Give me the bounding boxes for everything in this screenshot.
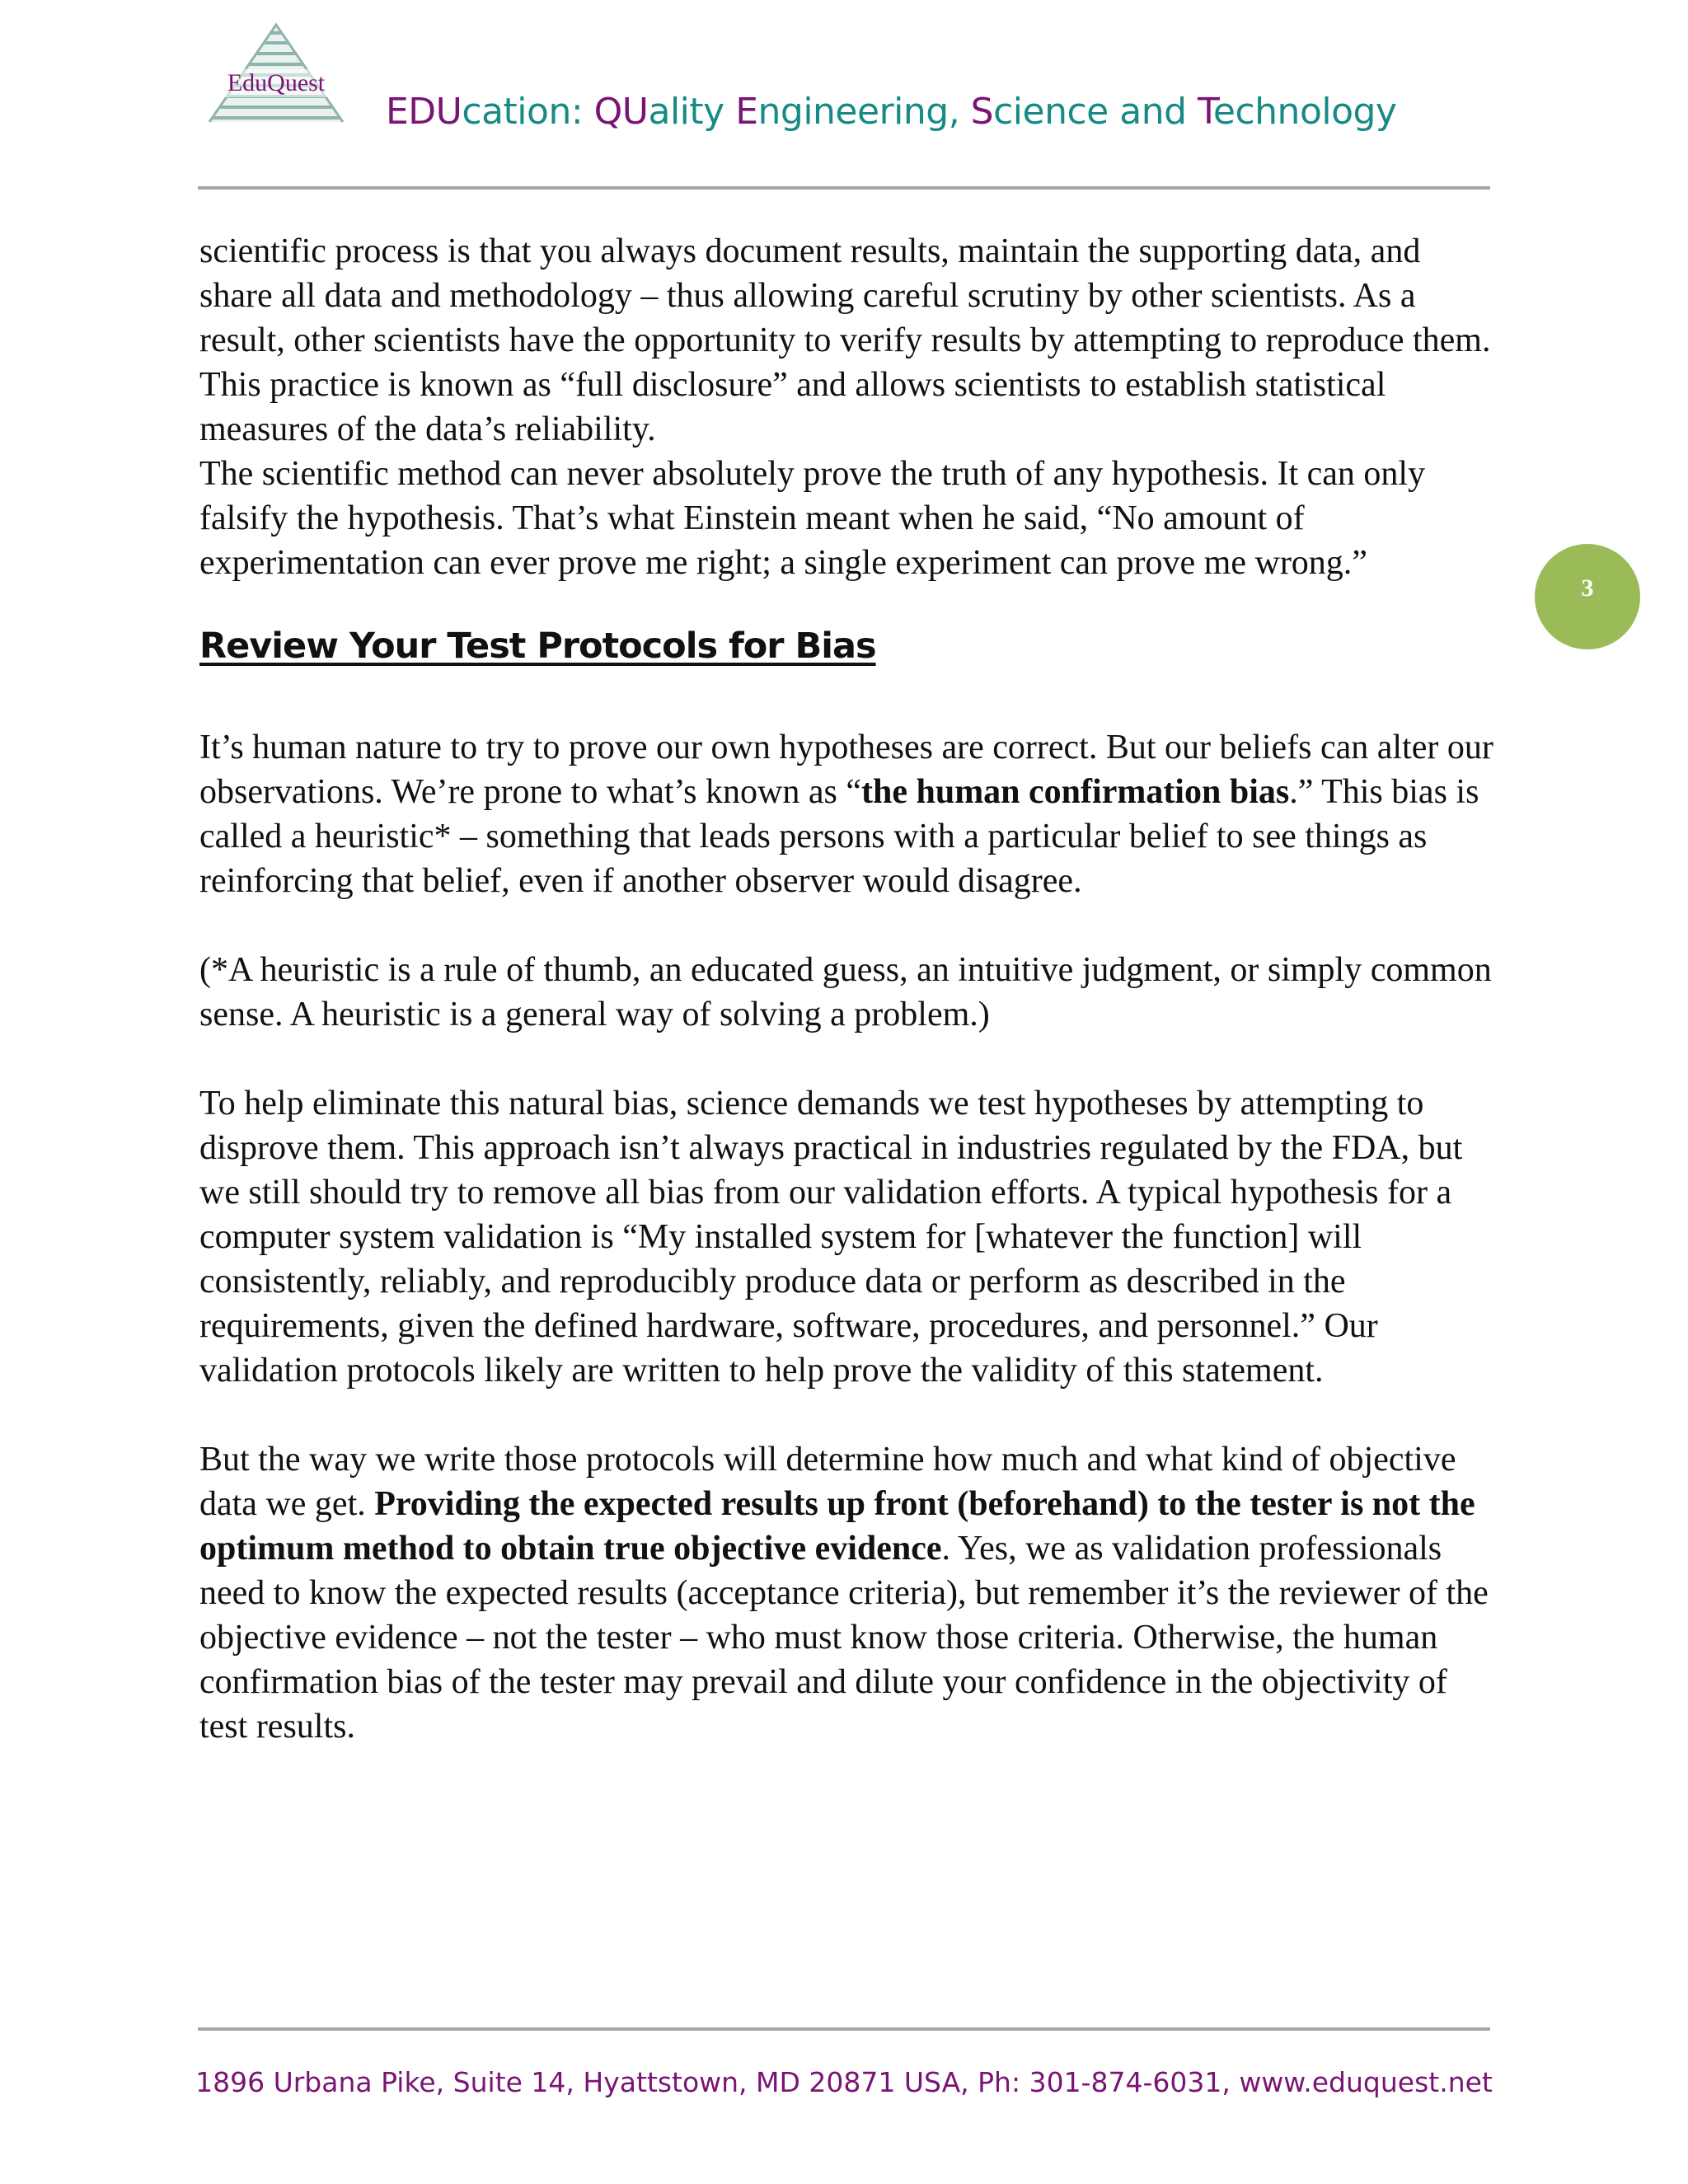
text-run: It’s human nature to try to prove our own hypotheses are correct. But our beliefs can alter our observations. We’re prone to what’s known as “ [199, 729, 1493, 811]
text-run: . Yes, we as validation professionals need to know the expected results (acceptance criteria), but remember it’s the reviewer of the objective evidence – not the tester – who must know those criteria. Otherwise, the human confirmation bias of the tester may prevail and dilute your confidence in the objectivity of test results. [199, 1530, 1489, 1746]
text-run: .” This bias is called a heuristic* – something that leads persons with a particular belief to see things as reinforcing that belief, even if another observer would disagree. [199, 773, 1479, 900]
tagline-e: E [735, 91, 758, 133]
page-number-badge: 3 [1535, 544, 1640, 649]
tagline-t-rest: echnology [1212, 91, 1397, 133]
tagline-qu: QU [593, 91, 649, 133]
tagline-t: T [1198, 91, 1213, 133]
bold-term: the human confirmation bias [860, 773, 1290, 811]
section-heading: Review Your Test Protocols for Bias [199, 626, 876, 667]
tagline-s: S [970, 91, 994, 133]
eduquest-logo [198, 18, 354, 127]
paragraph-protocols [199, 1437, 1502, 1749]
footer-divider [198, 2027, 1490, 2031]
tagline-edu-rest: cation: [462, 91, 594, 133]
tagline-qu-rest: ality [648, 91, 736, 133]
header-divider [198, 186, 1490, 190]
header-tagline [386, 86, 1396, 138]
paragraph-eliminate-bias: To help eliminate this natural bias, science demands we test hypotheses by attempting to disprove them. This approach isn’t always practical in industries regulated by the FDA, but we still should try to remove all bias from our validation efforts. A typical hypothesis for a computer system validation is “My installed system for [whatever the function] will consistently, reliably, and reproducibly produce data or perform as described in the requirements, given the defined hardware, software, procedures, and personnel.” Our validation protocols likely are written to help prove the validity of this statement. [199, 1085, 1463, 1390]
paragraph-heuristic-note: (*A heuristic is a rule of thumb, an educated guess, an intuitive judgment, or simply common sense. A heuristic is a general way of solving a problem.) [199, 951, 1492, 1033]
tagline-s-rest: cience and [993, 91, 1198, 133]
paragraph-confirmation-bias [199, 725, 1502, 903]
bold-statement: Providing the expected results up front (beforehand) to the tester is not the optimum method to obtain true objective evidence [199, 1485, 1475, 1568]
paragraph-full-disclosure: scientific process is that you always document results, maintain the supporting data, and share all data and methodology – thus allowing careful scrutiny by other scientists. As a result, other scientists have the opportunity to verify results by attempting to reproduce them. This practice is known as “full disclosure” and allows scientists to establish statistical measures of the data’s reliability. [199, 232, 1491, 448]
document-body [199, 229, 1502, 1749]
tagline-edu: EDU [386, 91, 462, 133]
logo-text: EduQuest [227, 69, 326, 96]
text-run: But the way we write those protocols will determine how much and what kind of objective data we get. [199, 1441, 1456, 1523]
tagline-e-rest: ngineering, [757, 91, 971, 133]
paragraph-einstein: The scientific method can never absolutely prove the truth of any hypothesis. It can only falsify the hypothesis. That’s what Einstein meant when he said, “No amount of experimentation can ever prove me right; a single experiment can prove me wrong.” [199, 455, 1426, 582]
footer-address: 1896 Urbana Pike, Suite 14, Hyattstown, MD 20871 USA, Ph: 301-874-6031, www.eduquest.net [195, 2066, 1493, 2098]
